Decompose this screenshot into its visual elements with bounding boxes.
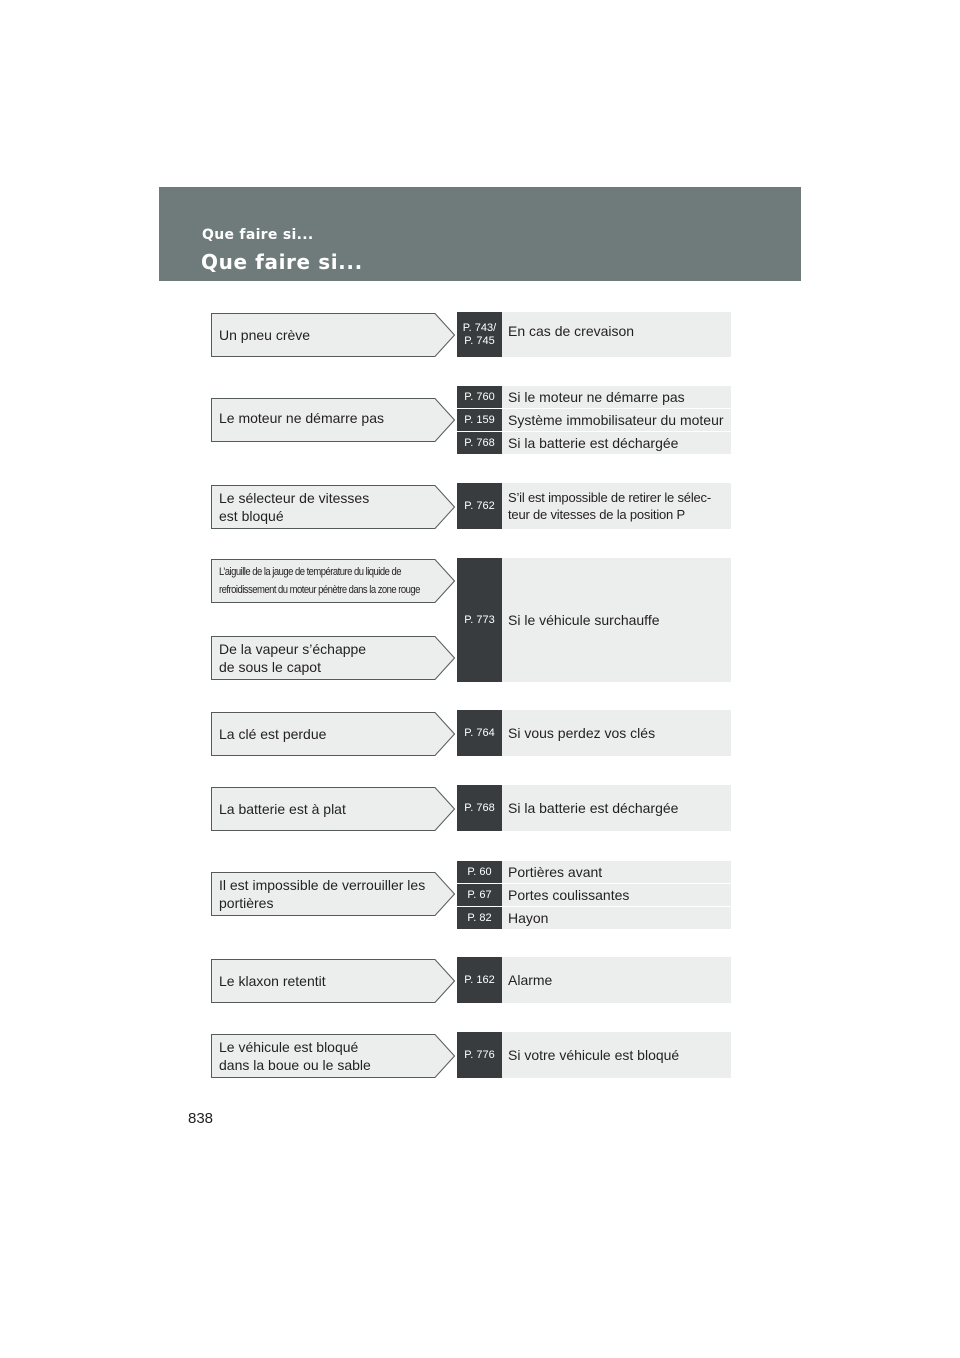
reference-label: Alarme <box>508 971 553 988</box>
reference-row[interactable] <box>457 409 731 431</box>
cause-box-vehicle-stuck <box>211 1034 455 1078</box>
reference-label: S’il est impossible de retirer le sélec- teur de vitesses de la position P <box>508 490 711 522</box>
page-reference: P. 776 <box>457 1032 502 1078</box>
reference-row[interactable] <box>457 312 731 357</box>
page-reference: P. 768 <box>457 432 502 454</box>
cause-box-temp-gauge-red <box>211 559 455 603</box>
reference-row[interactable] <box>457 957 731 1003</box>
page-reference: P. 768 <box>457 785 502 831</box>
cause-label: L’aiguille de la jauge de température du liquide de refroidissement du moteur pénètre dans la zone rouge <box>219 566 420 596</box>
page-number: 838 <box>188 1110 214 1127</box>
section-header <box>159 187 801 281</box>
reference-row[interactable] <box>457 1032 731 1078</box>
page-reference: P. 67 <box>457 884 502 906</box>
page-reference: P. 743/ P. 745 <box>457 312 502 357</box>
cause-box-key-lost <box>211 712 455 756</box>
cause-label: Le véhicule est bloqué dans la boue ou le sable <box>219 1039 371 1073</box>
reference-label: Si la batterie est déchargée <box>508 799 679 816</box>
cause-box-cannot-lock-doors <box>211 872 455 916</box>
cause-box-shift-locked <box>211 485 455 529</box>
page-reference: P. 760 <box>457 386 502 408</box>
reference-label: Portières avant <box>508 863 603 880</box>
cause-box-steam-from-hood <box>211 636 455 680</box>
page-reference: P. 82 <box>457 907 502 929</box>
reference-row[interactable] <box>457 710 731 756</box>
cause-box-battery-flat <box>211 787 455 831</box>
page-reference: P. 60 <box>457 861 502 883</box>
page-reference: P. 162 <box>457 957 502 1003</box>
reference-label: En cas de crevaison <box>508 323 635 339</box>
reference-row[interactable] <box>457 483 731 529</box>
reference-label: Si le véhicule surchauffe <box>508 611 660 628</box>
reference-row[interactable] <box>457 884 731 906</box>
reference-row[interactable] <box>457 558 731 682</box>
reference-row[interactable] <box>457 386 731 408</box>
reference-label: Si vous perdez vos clés <box>508 724 656 741</box>
reference-row[interactable] <box>457 785 731 831</box>
page-reference: P. 764 <box>457 710 502 756</box>
reference-row[interactable] <box>457 907 731 929</box>
cause-label: La clé est perdue <box>219 726 327 742</box>
cause-label: Il est impossible de verrouiller les portières <box>219 877 426 911</box>
reference-label: Si votre véhicule est bloqué <box>508 1046 680 1063</box>
reference-label: Hayon <box>508 909 549 926</box>
cause-label: Le klaxon retentit <box>219 973 326 989</box>
page-reference: P. 762 <box>457 483 502 529</box>
cause-label: De la vapeur s’échappe de sous le capot <box>219 641 367 675</box>
page-reference: P. 159 <box>457 409 502 431</box>
cause-box-horn-sounds <box>211 959 455 1003</box>
reference-label: Système immobilisateur du moteur <box>508 411 724 428</box>
header-small-title: Que faire si... <box>202 227 314 243</box>
header-title: Que faire si... <box>201 250 363 274</box>
reference-row[interactable] <box>457 432 731 454</box>
cause-label: Le moteur ne démarre pas <box>219 410 384 426</box>
cause-label: Le sélecteur de vitesses est bloqué <box>219 490 370 524</box>
reference-label: Si la batterie est déchargée <box>508 434 679 451</box>
reference-row[interactable] <box>457 861 731 883</box>
cause-label: Un pneu crève <box>219 327 311 343</box>
cause-box-engine-no-start <box>211 398 455 442</box>
reference-label: Si le moteur ne démarre pas <box>508 388 685 405</box>
reference-label: Portes coulissantes <box>508 886 630 903</box>
cause-label: La batterie est à plat <box>219 801 346 817</box>
page-reference: P. 773 <box>457 558 502 682</box>
cause-box-flat-tire <box>211 313 455 357</box>
